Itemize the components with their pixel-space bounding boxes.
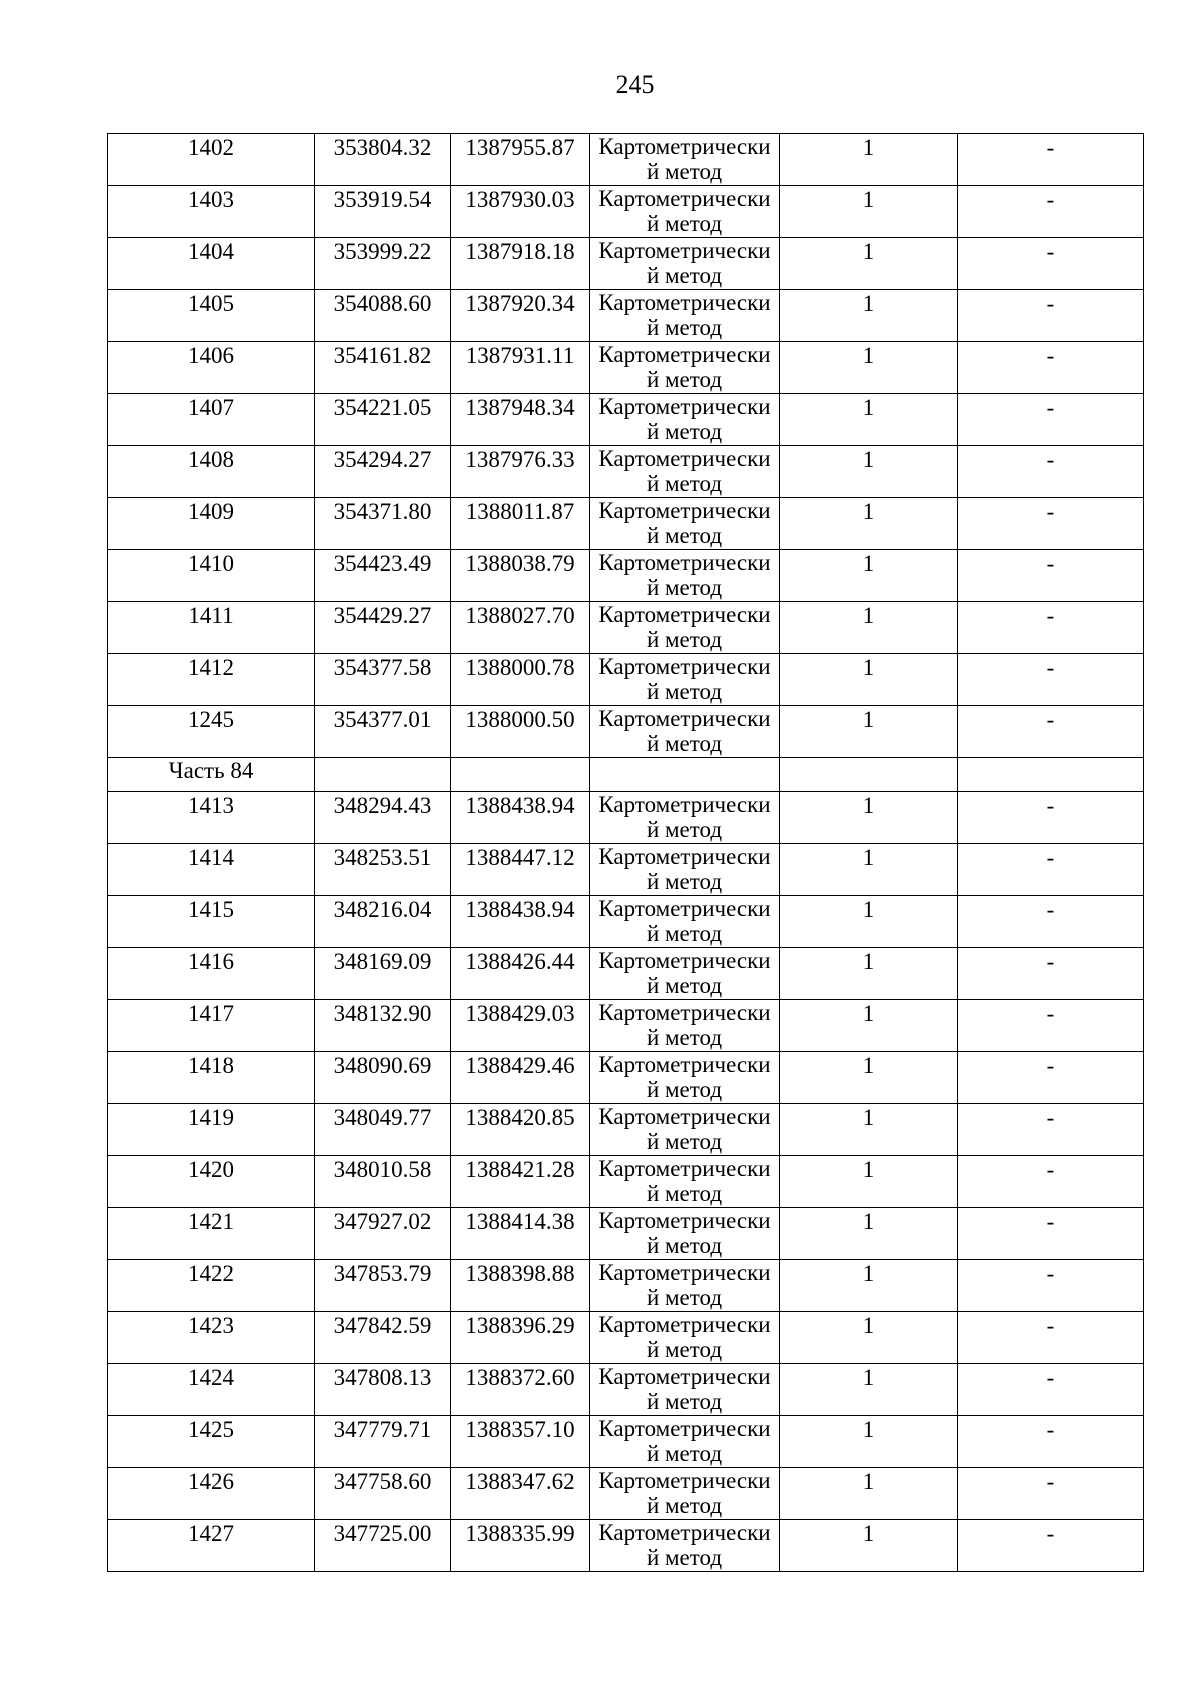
y-coordinate-cell: 1387948.34 [451,394,590,446]
rows-part-83 [108,134,1144,758]
x-coordinate-cell: 353804.32 [315,134,451,186]
table-row [108,1468,1144,1520]
accuracy-cell: 1 [780,1052,958,1104]
method-text-line-2: й метод [646,1493,723,1518]
note-cell: - [958,498,1144,550]
part-label: Часть 84 [108,758,315,792]
y-coordinate-cell: 1388420.85 [451,1104,590,1156]
accuracy-cell: 1 [780,186,958,238]
method-text-line-2: й метод [646,419,723,444]
method-text-line-1: Картометрически [598,550,771,575]
method-text-line-1: Картометрически [598,1468,771,1493]
table-row [108,602,1144,654]
point-id-cell: 1419 [108,1104,315,1156]
accuracy-cell: 1 [780,706,958,758]
accuracy-cell: 1 [780,1520,958,1572]
accuracy-cell: 1 [780,844,958,896]
x-coordinate-cell: 354294.27 [315,446,451,498]
method-text-line-1: Картометрически [598,1520,771,1545]
y-coordinate-cell: 1387931.11 [451,342,590,394]
x-coordinate-cell: 347842.59 [315,1312,451,1364]
y-coordinate-cell: 1387930.03 [451,186,590,238]
method-cell [590,1208,780,1260]
y-coordinate-cell: 1387955.87 [451,134,590,186]
accuracy-cell: 1 [780,1468,958,1520]
method-text-line-2: й метод [646,315,723,340]
accuracy-cell: 1 [780,342,958,394]
part-header-row [108,758,1144,792]
method-cell [590,498,780,550]
note-cell: - [958,1156,1144,1208]
note-cell: - [958,792,1144,844]
accuracy-cell: 1 [780,1000,958,1052]
table-row [108,1052,1144,1104]
x-coordinate-cell: 354371.80 [315,498,451,550]
method-text-line-2: й метод [646,575,723,600]
y-coordinate-cell: 1388438.94 [451,792,590,844]
method-text-line-1: Картометрически [598,290,771,315]
note-cell: - [958,844,1144,896]
method-cell [590,1104,780,1156]
y-coordinate-cell: 1388000.50 [451,706,590,758]
method-cell [590,654,780,706]
method-cell [590,290,780,342]
point-id-cell: 1414 [108,844,315,896]
point-id-cell: 1413 [108,792,315,844]
y-coordinate-cell: 1388347.62 [451,1468,590,1520]
note-cell: - [958,1312,1144,1364]
note-cell: - [958,1260,1144,1312]
table-row [108,1000,1144,1052]
accuracy-cell: 1 [780,654,958,706]
accuracy-cell: 1 [780,1364,958,1416]
x-coordinate-cell: 347927.02 [315,1208,451,1260]
method-cell [590,446,780,498]
coordinates-table [107,133,1144,1572]
x-coordinate-cell: 348010.58 [315,1156,451,1208]
table-row [108,948,1144,1000]
empty-cell [451,758,590,792]
method-text-line-1: Картометрически [598,948,771,973]
y-coordinate-cell: 1387920.34 [451,290,590,342]
point-id-cell: 1415 [108,896,315,948]
accuracy-cell: 1 [780,1156,958,1208]
note-cell: - [958,948,1144,1000]
accuracy-cell: 1 [780,446,958,498]
method-cell [590,602,780,654]
rows-part-84 [108,792,1144,1572]
method-text-line-1: Картометрически [598,446,771,471]
point-id-cell: 1427 [108,1520,315,1572]
method-text-line-1: Картометрически [598,394,771,419]
x-coordinate-cell: 353999.22 [315,238,451,290]
note-cell: - [958,706,1144,758]
accuracy-cell: 1 [780,498,958,550]
accuracy-cell: 1 [780,1260,958,1312]
y-coordinate-cell: 1388398.88 [451,1260,590,1312]
point-id-cell: 1404 [108,238,315,290]
method-cell [590,1416,780,1468]
x-coordinate-cell: 354221.05 [315,394,451,446]
empty-cell [315,758,451,792]
note-cell: - [958,394,1144,446]
note-cell: - [958,1000,1144,1052]
accuracy-cell: 1 [780,1104,958,1156]
method-text-line-1: Картометрически [598,1312,771,1337]
y-coordinate-cell: 1388011.87 [451,498,590,550]
x-coordinate-cell: 347853.79 [315,1260,451,1312]
method-cell [590,550,780,602]
point-id-cell: 1424 [108,1364,315,1416]
method-text-line-1: Картометрически [598,1260,771,1285]
method-cell [590,1156,780,1208]
y-coordinate-cell: 1388429.03 [451,1000,590,1052]
empty-cell [780,758,958,792]
note-cell: - [958,290,1144,342]
point-id-cell: 1423 [108,1312,315,1364]
method-text-line-1: Картометрически [598,342,771,367]
method-text-line-2: й метод [646,367,723,392]
method-cell [590,706,780,758]
table-row [108,792,1144,844]
method-text-line-1: Картометрически [598,186,771,211]
y-coordinate-cell: 1388038.79 [451,550,590,602]
y-coordinate-cell: 1388421.28 [451,1156,590,1208]
x-coordinate-cell: 347779.71 [315,1416,451,1468]
note-cell: - [958,1468,1144,1520]
x-coordinate-cell: 354088.60 [315,290,451,342]
y-coordinate-cell: 1388372.60 [451,1364,590,1416]
point-id-cell: 1411 [108,602,315,654]
accuracy-cell: 1 [780,896,958,948]
note-cell: - [958,1104,1144,1156]
note-cell: - [958,602,1144,654]
accuracy-cell: 1 [780,792,958,844]
accuracy-cell: 1 [780,1312,958,1364]
accuracy-cell: 1 [780,1416,958,1468]
x-coordinate-cell: 347725.00 [315,1520,451,1572]
y-coordinate-cell: 1388000.78 [451,654,590,706]
point-id-cell: 1425 [108,1416,315,1468]
method-text-line-1: Картометрически [598,1104,771,1129]
table-row [108,1520,1144,1572]
method-cell [590,238,780,290]
method-text-line-2: й метод [646,1337,723,1362]
table-row [108,1156,1144,1208]
y-coordinate-cell: 1388426.44 [451,948,590,1000]
note-cell: - [958,342,1144,394]
empty-cell [958,758,1144,792]
y-coordinate-cell: 1388447.12 [451,844,590,896]
table-row [108,394,1144,446]
page-number: 245 [615,70,655,99]
method-text-line-2: й метод [646,1545,723,1570]
accuracy-cell: 1 [780,1208,958,1260]
method-text-line-2: й метод [646,1077,723,1102]
point-id-cell: 1422 [108,1260,315,1312]
point-id-cell: 1410 [108,550,315,602]
y-coordinate-cell: 1388438.94 [451,896,590,948]
method-text-line-2: й метод [646,1129,723,1154]
note-cell: - [958,550,1144,602]
note-cell: - [958,896,1144,948]
accuracy-cell: 1 [780,394,958,446]
note-cell: - [958,238,1144,290]
method-text-line-1: Картометрически [598,792,771,817]
point-id-cell: 1417 [108,1000,315,1052]
method-text-line-1: Картометрически [598,706,771,731]
table-row [108,896,1144,948]
point-id-cell: 1245 [108,706,315,758]
method-text-line-1: Картометрически [598,896,771,921]
table-row [108,342,1144,394]
table-row [108,1364,1144,1416]
method-text-line-1: Картометрически [598,1156,771,1181]
note-cell: - [958,1520,1144,1572]
x-coordinate-cell: 354377.58 [315,654,451,706]
method-cell [590,342,780,394]
method-cell [590,134,780,186]
accuracy-cell: 1 [780,238,958,290]
accuracy-cell: 1 [780,550,958,602]
method-text-line-1: Картометрически [598,1000,771,1025]
point-id-cell: 1418 [108,1052,315,1104]
method-cell [590,1364,780,1416]
y-coordinate-cell: 1388027.70 [451,602,590,654]
method-text-line-2: й метод [646,731,723,756]
x-coordinate-cell: 348132.90 [315,1000,451,1052]
method-text-line-2: й метод [646,869,723,894]
x-coordinate-cell: 348049.77 [315,1104,451,1156]
method-text-line-2: й метод [646,921,723,946]
x-coordinate-cell: 348216.04 [315,896,451,948]
method-cell [590,1260,780,1312]
point-id-cell: 1405 [108,290,315,342]
point-id-cell: 1412 [108,654,315,706]
method-cell [590,394,780,446]
x-coordinate-cell: 348169.09 [315,948,451,1000]
method-text-line-2: й метод [646,1025,723,1050]
point-id-cell: 1421 [108,1208,315,1260]
note-cell: - [958,1364,1144,1416]
note-cell: - [958,446,1144,498]
method-text-line-1: Картометрически [598,238,771,263]
y-coordinate-cell: 1388429.46 [451,1052,590,1104]
method-text-line-1: Картометрически [598,134,771,159]
point-id-cell: 1416 [108,948,315,1000]
method-text-line-2: й метод [646,523,723,548]
method-text-line-1: Картометрически [598,1364,771,1389]
method-cell [590,186,780,238]
x-coordinate-cell: 354377.01 [315,706,451,758]
method-text-line-1: Картометрически [598,1052,771,1077]
x-coordinate-cell: 354423.49 [315,550,451,602]
point-id-cell: 1408 [108,446,315,498]
method-cell [590,1520,780,1572]
method-text-line-2: й метод [646,211,723,236]
x-coordinate-cell: 348090.69 [315,1052,451,1104]
method-text-line-2: й метод [646,973,723,998]
method-text-line-2: й метод [646,1285,723,1310]
note-cell: - [958,186,1144,238]
point-id-cell: 1402 [108,134,315,186]
method-text-line-1: Картометрически [598,1208,771,1233]
note-cell: - [958,1416,1144,1468]
method-text-line-2: й метод [646,627,723,652]
method-text-line-2: й метод [646,1233,723,1258]
method-cell [590,844,780,896]
method-text-line-1: Картометрически [598,654,771,679]
point-id-cell: 1407 [108,394,315,446]
y-coordinate-cell: 1388357.10 [451,1416,590,1468]
x-coordinate-cell: 353919.54 [315,186,451,238]
table-row [108,654,1144,706]
x-coordinate-cell: 348294.43 [315,792,451,844]
table-row [108,844,1144,896]
y-coordinate-cell: 1387918.18 [451,238,590,290]
point-id-cell: 1420 [108,1156,315,1208]
method-text-line-2: й метод [646,1181,723,1206]
y-coordinate-cell: 1387976.33 [451,446,590,498]
table-row [108,186,1144,238]
x-coordinate-cell: 347808.13 [315,1364,451,1416]
y-coordinate-cell: 1388335.99 [451,1520,590,1572]
method-text-line-2: й метод [646,679,723,704]
method-text-line-2: й метод [646,1441,723,1466]
y-coordinate-cell: 1388396.29 [451,1312,590,1364]
accuracy-cell: 1 [780,290,958,342]
table-row [108,1416,1144,1468]
table-row [108,446,1144,498]
table-row [108,1260,1144,1312]
note-cell: - [958,1052,1144,1104]
method-text-line-1: Картометрически [598,602,771,627]
x-coordinate-cell: 348253.51 [315,844,451,896]
table-row [108,134,1144,186]
accuracy-cell: 1 [780,602,958,654]
table-row [108,550,1144,602]
method-cell [590,1468,780,1520]
accuracy-cell: 1 [780,134,958,186]
point-id-cell: 1409 [108,498,315,550]
empty-cell [590,758,780,792]
table-row [108,706,1144,758]
table-row [108,1104,1144,1156]
accuracy-cell: 1 [780,948,958,1000]
method-cell [590,792,780,844]
x-coordinate-cell: 347758.60 [315,1468,451,1520]
method-cell [590,896,780,948]
method-cell [590,1000,780,1052]
y-coordinate-cell: 1388414.38 [451,1208,590,1260]
note-cell: - [958,654,1144,706]
point-id-cell: 1426 [108,1468,315,1520]
table-row [108,1312,1144,1364]
x-coordinate-cell: 354429.27 [315,602,451,654]
method-text-line-2: й метод [646,817,723,842]
point-id-cell: 1403 [108,186,315,238]
method-cell [590,948,780,1000]
table-row [108,238,1144,290]
part-header-section [108,758,1144,792]
method-text-line-2: й метод [646,159,723,184]
note-cell: - [958,1208,1144,1260]
method-text-line-1: Картометрически [598,498,771,523]
table-row [108,1208,1144,1260]
method-cell [590,1312,780,1364]
method-text-line-1: Картометрически [598,1416,771,1441]
note-cell: - [958,134,1144,186]
method-text-line-2: й метод [646,263,723,288]
method-text-line-2: й метод [646,471,723,496]
point-id-cell: 1406 [108,342,315,394]
method-cell [590,1052,780,1104]
method-text-line-1: Картометрически [598,844,771,869]
method-text-line-2: й метод [646,1389,723,1414]
x-coordinate-cell: 354161.82 [315,342,451,394]
table-row [108,498,1144,550]
table-row [108,290,1144,342]
